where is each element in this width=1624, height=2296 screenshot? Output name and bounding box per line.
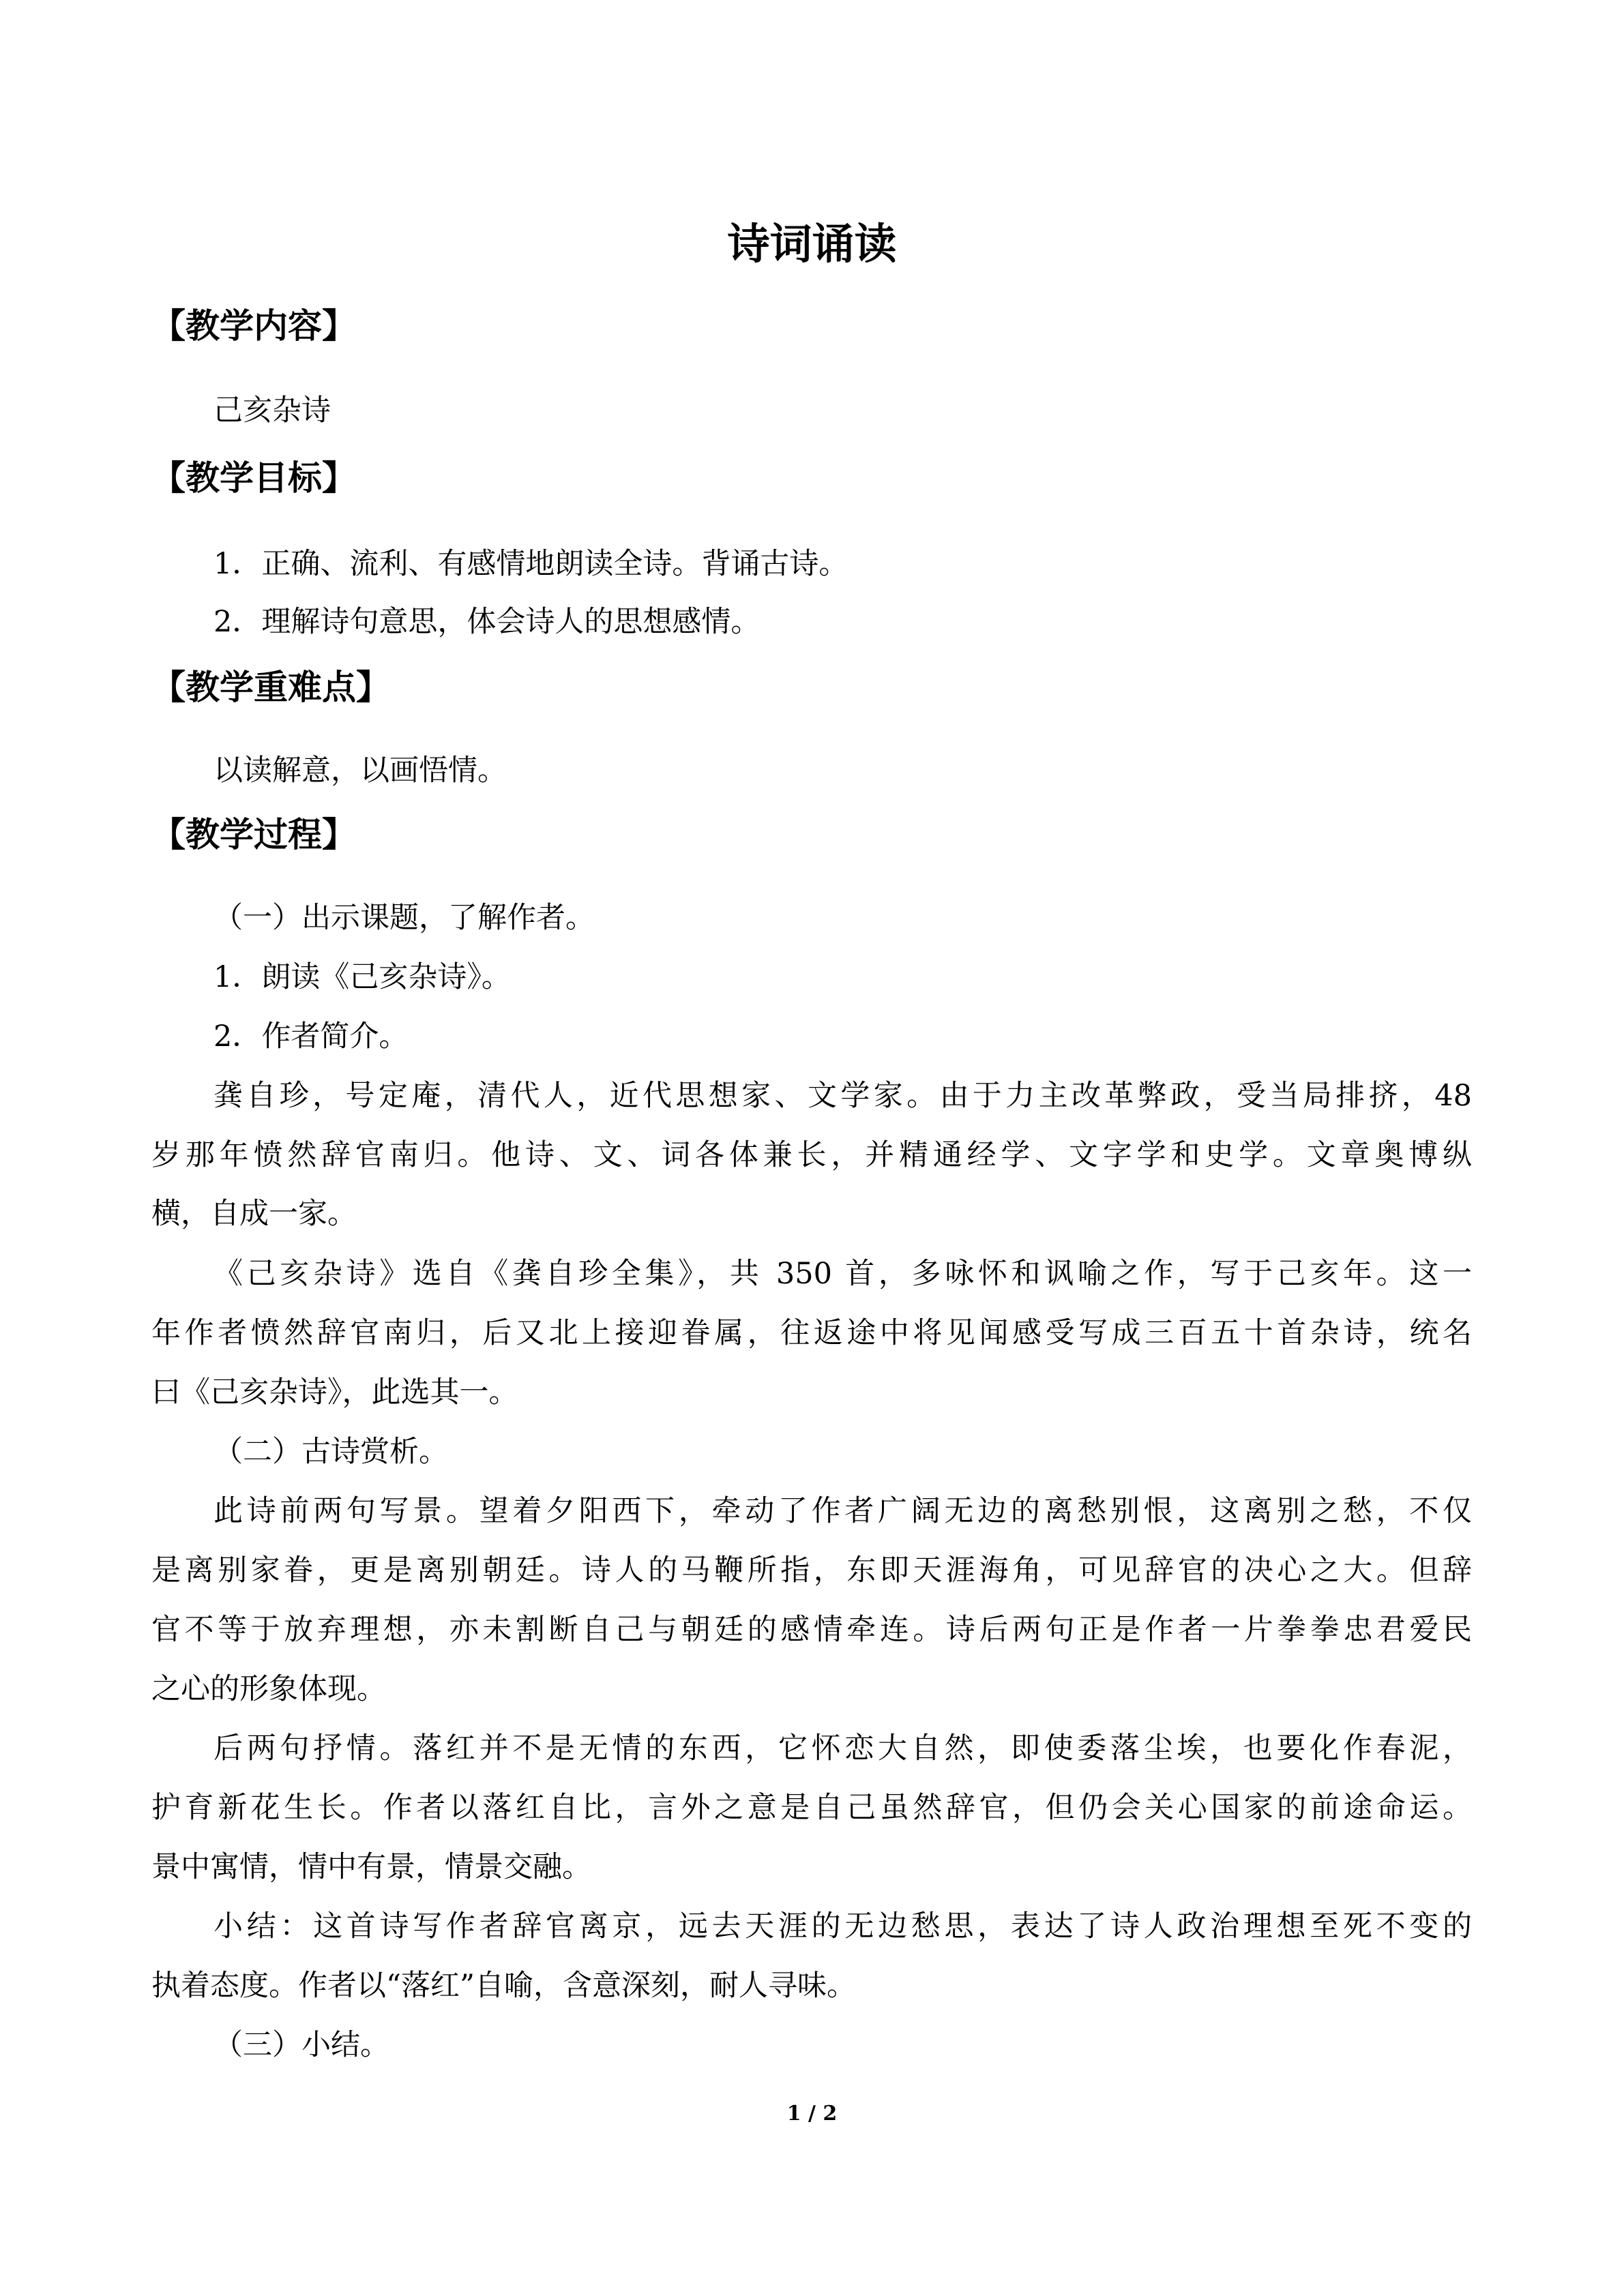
goal-item: 1．正确、流利、有感情地朗读全诗。背诵古诗。 [213, 547, 848, 581]
paragraph-line: 此诗前两句写景。望着夕阳西下，牵动了作者广阔无边的离愁别恨，这离别之愁，不仅 [213, 1494, 1472, 1528]
paragraph-line: 小结：这首诗写作者辞官离京，远去天涯的无边愁思，表达了诗人政治理想至死不变的 [213, 1909, 1472, 1943]
content-text: 己亥杂诗 [213, 393, 331, 428]
page-number: 1 / 2 [786, 2102, 838, 2126]
section-heading-goals: 【教学目标】 [151, 458, 356, 498]
document-title: 诗词诵读 [727, 219, 897, 269]
section-heading-content: 【教学内容】 [151, 306, 356, 346]
paragraph-line: 龚自珍，号定庵，清代人，近代思想家、文学家。由于力主改革弊政，受当局排挤，48 [213, 1079, 1472, 1113]
paragraph-line: 是离别家眷，更是离别朝廷。诗人的马鞭所指，东即天涯海角，可见辞官的决心之大。但辞 [151, 1553, 1472, 1587]
paragraph-line: 后两句抒情。落红并不是无情的东西，它怀恋大自然，即使委落尘埃，也要化作春泥， [213, 1731, 1472, 1765]
goal-item: 2．理解诗句意思，体会诗人的思想感情。 [213, 605, 761, 639]
paragraph-line: 岁那年愤然辞官南归。他诗、文、词各体兼长，并精通经学、文字学和史学。文章奥博纵 [151, 1138, 1472, 1172]
keypoints-text: 以读解意，以画悟情。 [213, 754, 507, 788]
process-step-title: （一）出示课题，了解作者。 [213, 901, 595, 935]
process-step-title: （二）古诗赏析。 [213, 1435, 448, 1469]
paragraph-line: 护育新花生长。作者以落红自比，言外之意是自己虽然辞官，但仍会关心国家的前途命运。 [151, 1791, 1472, 1825]
paragraph-line: 执着态度。作者以“落红”自喻，含意深刻，耐人寻味。 [151, 1969, 856, 2003]
section-heading-keypoints: 【教学重难点】 [151, 668, 390, 707]
process-item: 2．作者简介。 [213, 1019, 409, 1054]
paragraph-line: 官不等于放弃理想，亦未割断自己与朝廷的感情牵连。诗后两句正是作者一片拳拳忠君爱民 [151, 1613, 1472, 1647]
paragraph-line: 年作者愤然辞官南归，后又北上接迎眷属，往返途中将见闻感受写成三百五十首杂诗，统名 [151, 1316, 1472, 1350]
paragraph-line: 曰《己亥杂诗》，此选其一。 [151, 1375, 518, 1410]
process-item: 1．朗读《己亥杂诗》。 [213, 960, 511, 994]
section-heading-process: 【教学过程】 [151, 815, 356, 854]
paragraph-line: 景中寓情，情中有景，情景交融。 [151, 1850, 591, 1884]
paragraph-line: 横，自成一家。 [151, 1197, 357, 1231]
paragraph-line: 之心的形象体现。 [151, 1672, 386, 1706]
paragraph-line: 《己亥杂诗》选自《龚自珍全集》，共 350 首，多咏怀和讽喻之作，写于己亥年。这一 [213, 1257, 1472, 1291]
process-step-title: （三）小结。 [213, 2028, 389, 2062]
